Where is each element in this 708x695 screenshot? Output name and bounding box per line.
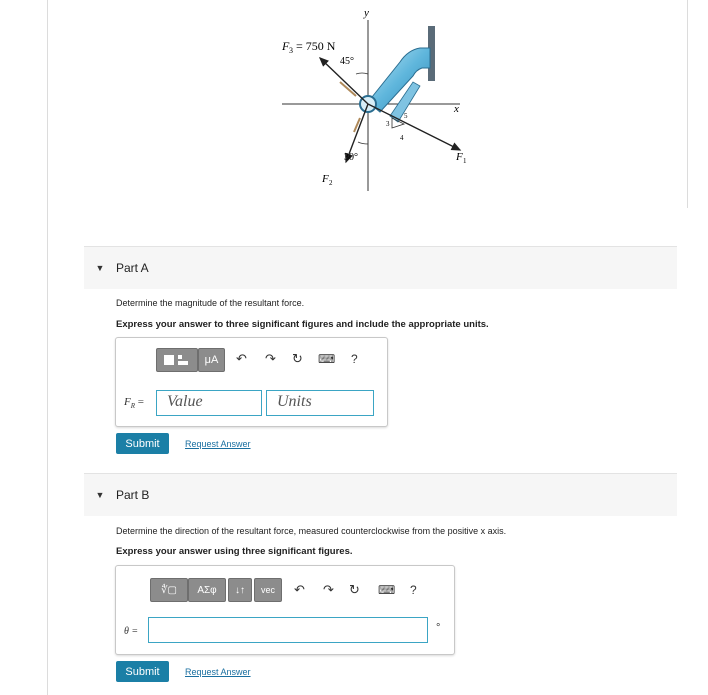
triangle-4: 4 (400, 134, 404, 142)
collapse-caret-icon: ▼ (95, 490, 105, 500)
units-mu-button[interactable]: μA (198, 348, 225, 372)
f3-label: F (282, 39, 290, 53)
undo-icon[interactable]: ↶ (294, 582, 305, 597)
redo-icon[interactable]: ↷ (265, 351, 276, 366)
sqrt-templates-button[interactable]: ∜▢ (150, 578, 188, 602)
keyboard-icon[interactable]: ⌨ (378, 583, 396, 597)
help-icon[interactable]: ? (410, 583, 417, 597)
part-b-submit-button[interactable]: Submit (116, 661, 169, 682)
fr-var: F (124, 396, 131, 408)
part-b-prompt: Determine the direction of the resultant force, measured counterclockwise from the positive x axis. (116, 526, 507, 536)
redo-icon[interactable]: ↷ (323, 582, 334, 597)
theta-label: θ = (124, 626, 139, 637)
part-a-title: Part A (116, 261, 149, 275)
fr-sub: R (130, 402, 136, 411)
part-b-instruction: Express your answer using three significant figures. (116, 546, 353, 557)
value-input[interactable]: Value (156, 390, 262, 416)
angle-30: 30° (344, 152, 358, 163)
collapse-caret-icon: ▼ (95, 263, 105, 273)
degree-unit: ° (436, 622, 441, 634)
undo-icon[interactable]: ↶ (236, 351, 247, 366)
help-icon[interactable]: ? (351, 352, 358, 366)
angle-input[interactable] (148, 617, 428, 643)
f2-label: F (322, 173, 329, 185)
vec-button[interactable]: vec (254, 578, 282, 602)
units-input[interactable]: Units (266, 390, 374, 416)
part-a-submit-button[interactable]: Submit (116, 433, 169, 454)
f3-value: = 750 N (296, 39, 336, 53)
part-b-answer-box (115, 565, 455, 655)
axis-y-label: y (364, 7, 369, 19)
right-border (687, 0, 688, 208)
fr-eq: = (135, 396, 144, 408)
templates-button[interactable] (156, 348, 198, 372)
f1-label: F (456, 151, 463, 163)
reset-icon[interactable]: ↻ (349, 582, 360, 597)
templates-icon (162, 353, 192, 367)
left-border (47, 0, 48, 695)
arrows-button[interactable]: ↓↑ (228, 578, 252, 602)
angle-45: 45° (340, 56, 354, 67)
part-a-instruction: Express your answer to three significant figures and include the appropriate units. (116, 319, 489, 330)
part-a-header[interactable] (84, 246, 677, 289)
keyboard-icon[interactable]: ⌨ (318, 352, 336, 366)
triangle-5: 5 (404, 112, 408, 120)
part-b-request-answer-link[interactable]: Request Answer (185, 667, 251, 677)
reset-icon[interactable]: ↻ (292, 351, 303, 366)
axis-x-label: x (454, 103, 459, 115)
force-diagram (270, 4, 490, 194)
f2-sub: 2 (329, 179, 333, 187)
fr-label (124, 396, 144, 410)
part-a-prompt: Determine the magnitude of the resultant force. (116, 298, 305, 308)
triangle-3: 3 (386, 120, 390, 128)
part-b-title: Part B (116, 488, 150, 502)
part-b-header[interactable] (84, 473, 677, 516)
part-a-request-answer-link[interactable]: Request Answer (185, 439, 251, 449)
f3-sub: 3 (289, 46, 293, 55)
f1-sub: 1 (463, 157, 467, 165)
part-a-answer-box (115, 337, 388, 427)
greek-button[interactable]: ΑΣφ (188, 578, 226, 602)
